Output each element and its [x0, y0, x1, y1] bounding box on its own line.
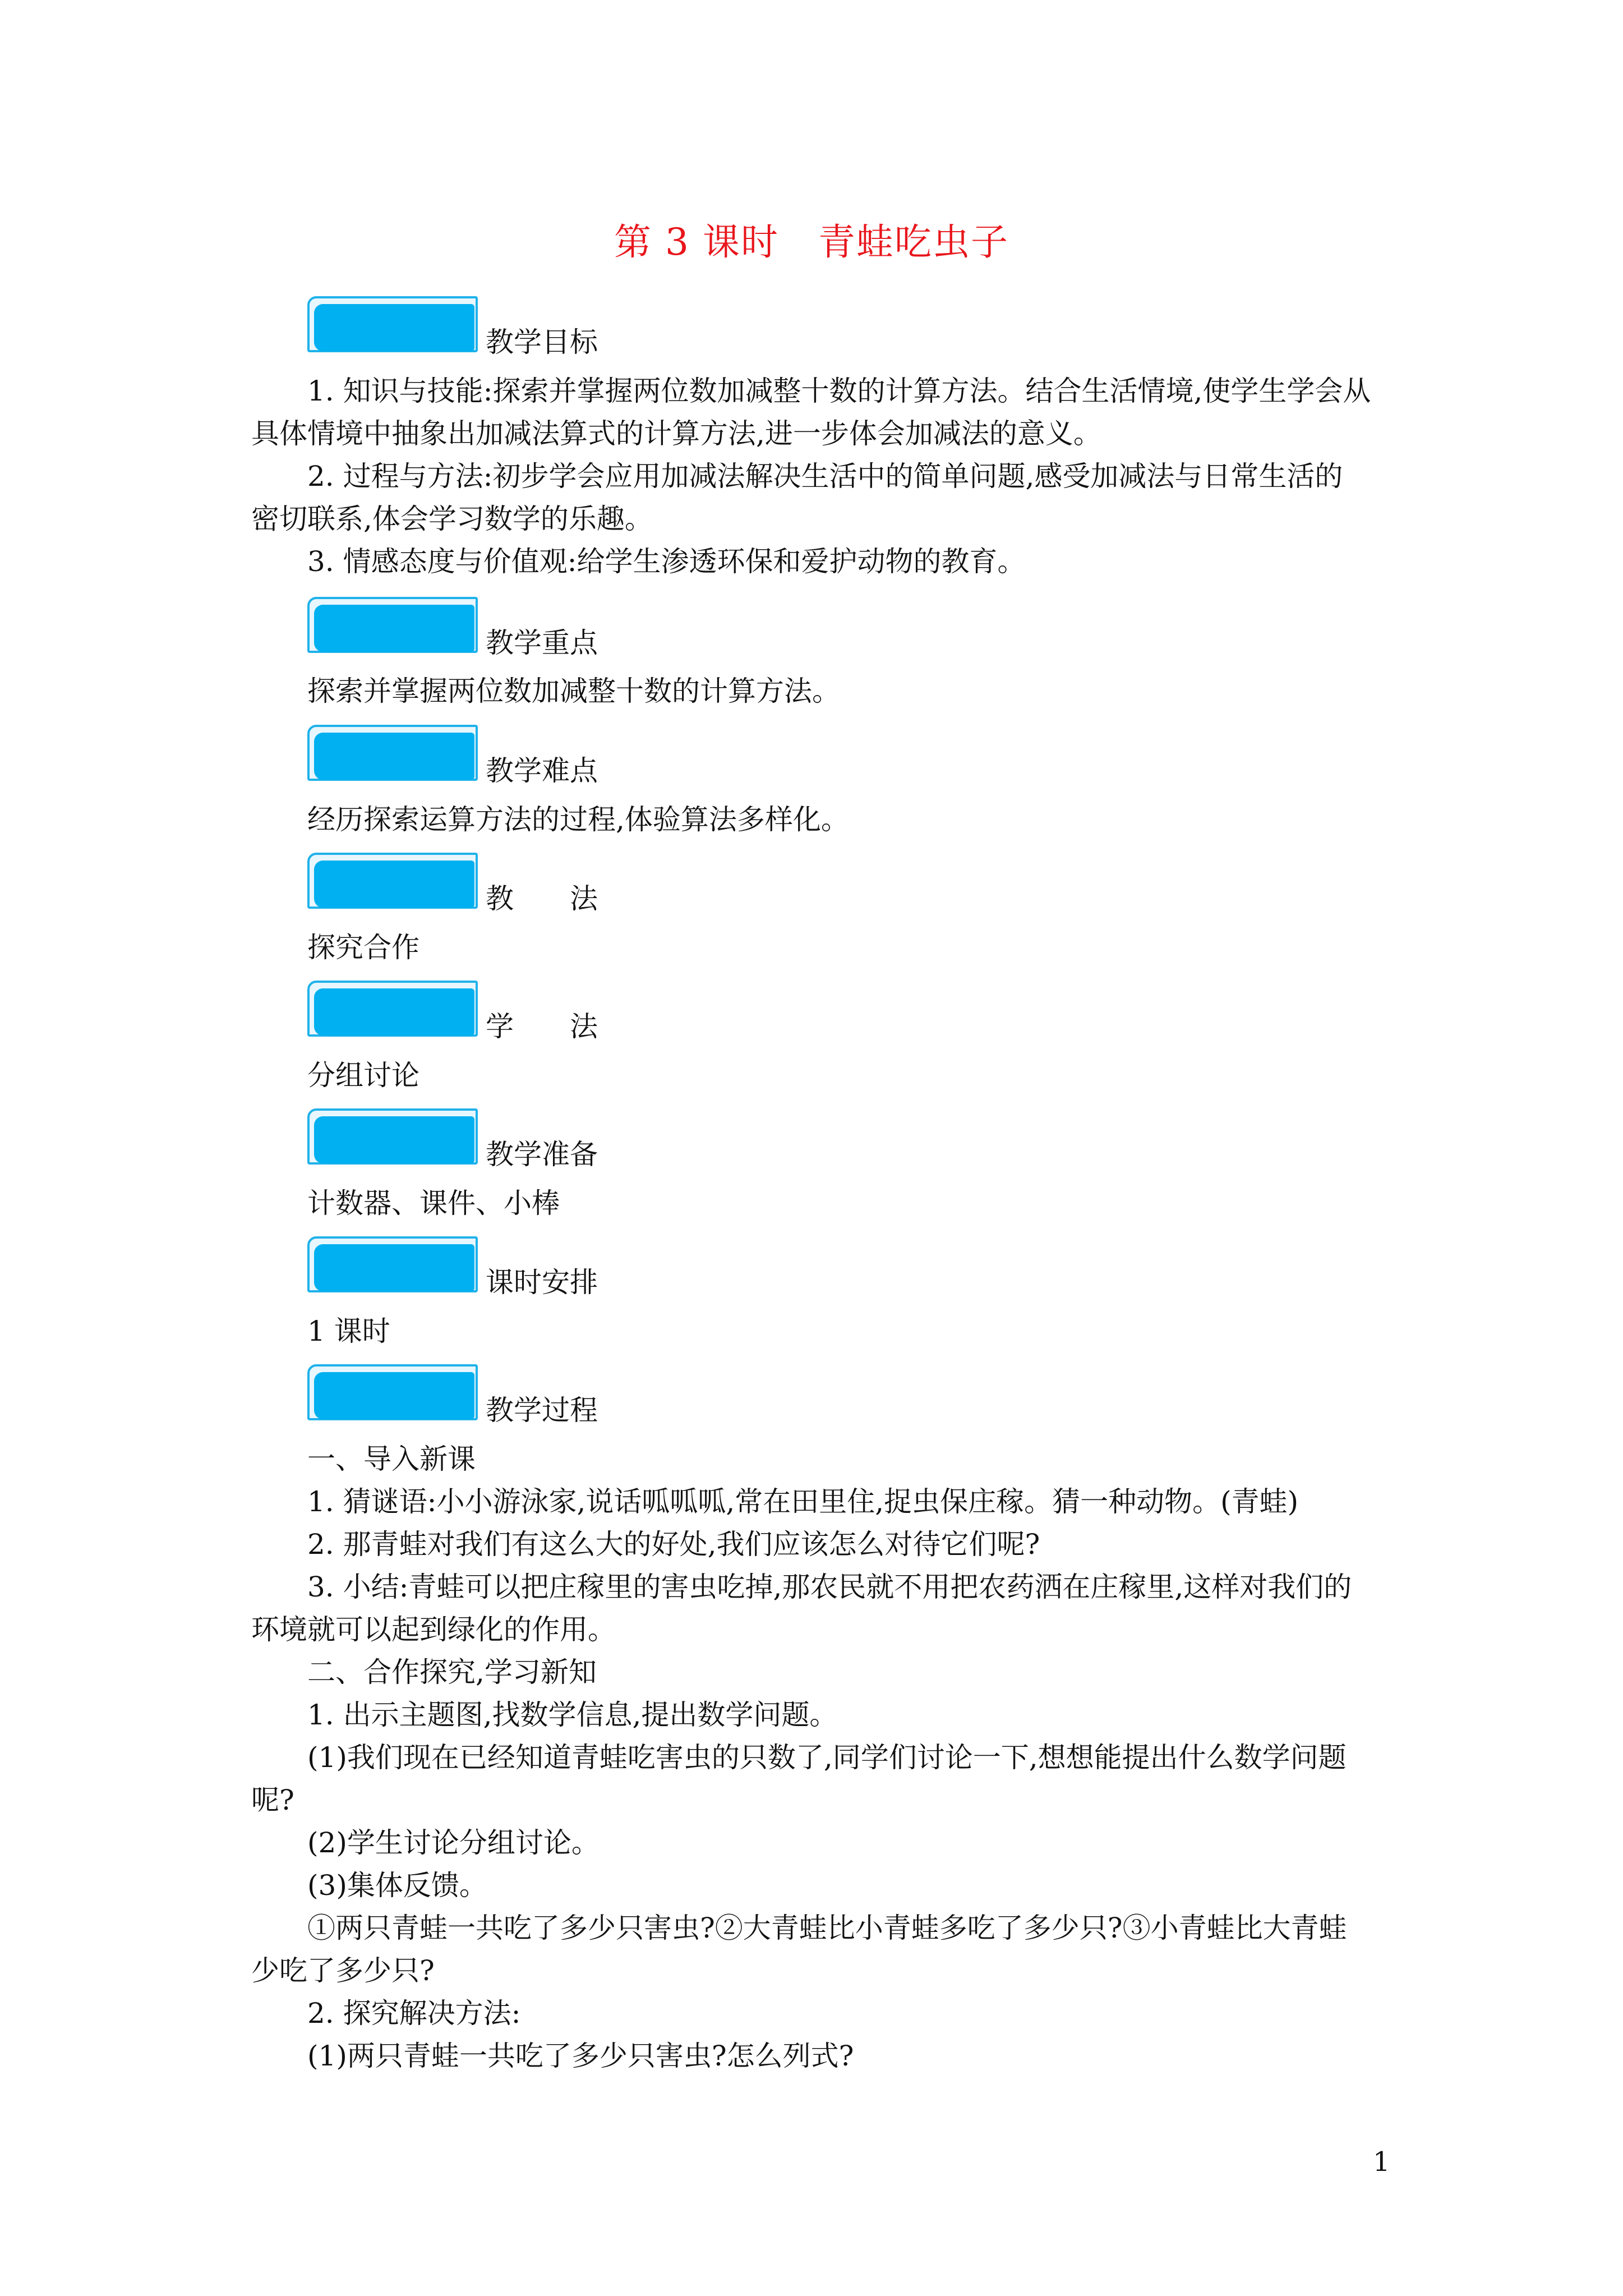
key-text: 探索并掌握两位数加减整十数的计算方法。 — [307, 675, 840, 707]
schedule-text: 1 课时 — [307, 1315, 390, 1347]
section-tab-icon — [307, 1364, 476, 1420]
section-label: 学 法 — [486, 1010, 598, 1043]
section-label: 教学目标 — [486, 326, 598, 358]
process-line: 3. 小结:青蛙可以把庄稼里的害虫吃掉,那农民就不用把农药洒在庄稼里,这样对我们的 — [307, 1571, 1352, 1603]
goal-line: 3. 情感态度与价值观:给学生渗透环保和爱护动物的教育。 — [307, 545, 1026, 578]
section-label: 教学重点 — [486, 627, 598, 659]
section-label: 教学难点 — [486, 754, 598, 787]
prepare-text: 计数器、课件、小棒 — [307, 1187, 560, 1220]
process-line: 二、合作探究,学习新知 — [307, 1656, 597, 1688]
section-tab-icon — [307, 981, 476, 1037]
lesson-name: 青蛙吃虫子 — [818, 220, 1009, 264]
section-tab-icon — [307, 1108, 476, 1165]
section-label: 课时安排 — [486, 1266, 598, 1299]
process-line: 1. 出示主题图,找数学信息,提出数学问题。 — [307, 1699, 838, 1731]
section-header-difficult — [307, 725, 812, 786]
section-header-key — [307, 597, 812, 659]
teach-text: 探究合作 — [307, 931, 419, 964]
goal-line: 具体情境中抽象出加减法算式的计算方法,进一步体会加减法的意义。 — [251, 417, 1101, 450]
process-line: 少吃了多少只? — [251, 1954, 435, 1987]
section-header-learn — [307, 981, 812, 1042]
section-tab-icon — [307, 725, 476, 781]
section-tab-icon — [307, 853, 476, 909]
process-line: 1. 猜谜语:小小游泳家,说话呱呱呱,常在田里住,捉虫保庄稼。猜一种动物。(青蛙) — [307, 1485, 1299, 1518]
section-tab-icon — [307, 296, 476, 352]
process-line: 呢? — [251, 1784, 294, 1816]
section-header-process — [307, 1364, 812, 1426]
goal-line: 密切联系,体会学习数学的乐趣。 — [251, 503, 653, 535]
section-header-schedule — [307, 1236, 812, 1298]
process-line: (1)两只青蛙一共吃了多少只害虫?怎么列式? — [307, 2040, 854, 2072]
section-header-teach — [307, 853, 812, 914]
section-header-goal — [307, 296, 812, 358]
lesson-number: 第 3 课时 — [614, 220, 779, 264]
goal-line: 1. 知识与技能:探索并掌握两位数加减整十数的计算方法。结合生活情境,使学生学会从 — [307, 375, 1371, 407]
section-tab-icon — [307, 597, 476, 653]
section-header-prepare — [307, 1108, 812, 1170]
page-number: 1 — [1373, 2146, 1390, 2178]
process-line: ①两只青蛙一共吃了多少只害虫?②大青蛙比小青蛙多吃了多少只?③小青蛙比大青蛙 — [307, 1912, 1347, 1944]
process-line: (1)我们现在已经知道青蛙吃害虫的只数了,同学们讨论一下,想想能提出什么数学问题 — [307, 1741, 1347, 1774]
section-label: 教学准备 — [486, 1138, 598, 1171]
difficult-text: 经历探索运算方法的过程,体验算法多样化。 — [307, 803, 849, 836]
process-line: 2. 那青蛙对我们有这么大的好处,我们应该怎么对待它们呢? — [307, 1528, 1040, 1561]
section-label: 教 法 — [486, 882, 598, 915]
learn-text: 分组讨论 — [307, 1059, 419, 1092]
process-line: 一、导入新课 — [307, 1443, 476, 1475]
process-line: (3)集体反馈。 — [307, 1869, 487, 1902]
section-tab-icon — [307, 1236, 476, 1292]
section-label: 教学过程 — [486, 1394, 598, 1427]
process-line: 2. 探究解决方法: — [307, 1997, 521, 2030]
process-line: (2)学生讨论分组讨论。 — [307, 1826, 600, 1859]
lesson-title — [0, 212, 1623, 265]
process-line: 环境就可以起到绿化的作用。 — [251, 1613, 616, 1646]
goal-line: 2. 过程与方法:初步学会应用加减法解决生活中的简单问题,感受加减法与日常生活的 — [307, 460, 1343, 493]
